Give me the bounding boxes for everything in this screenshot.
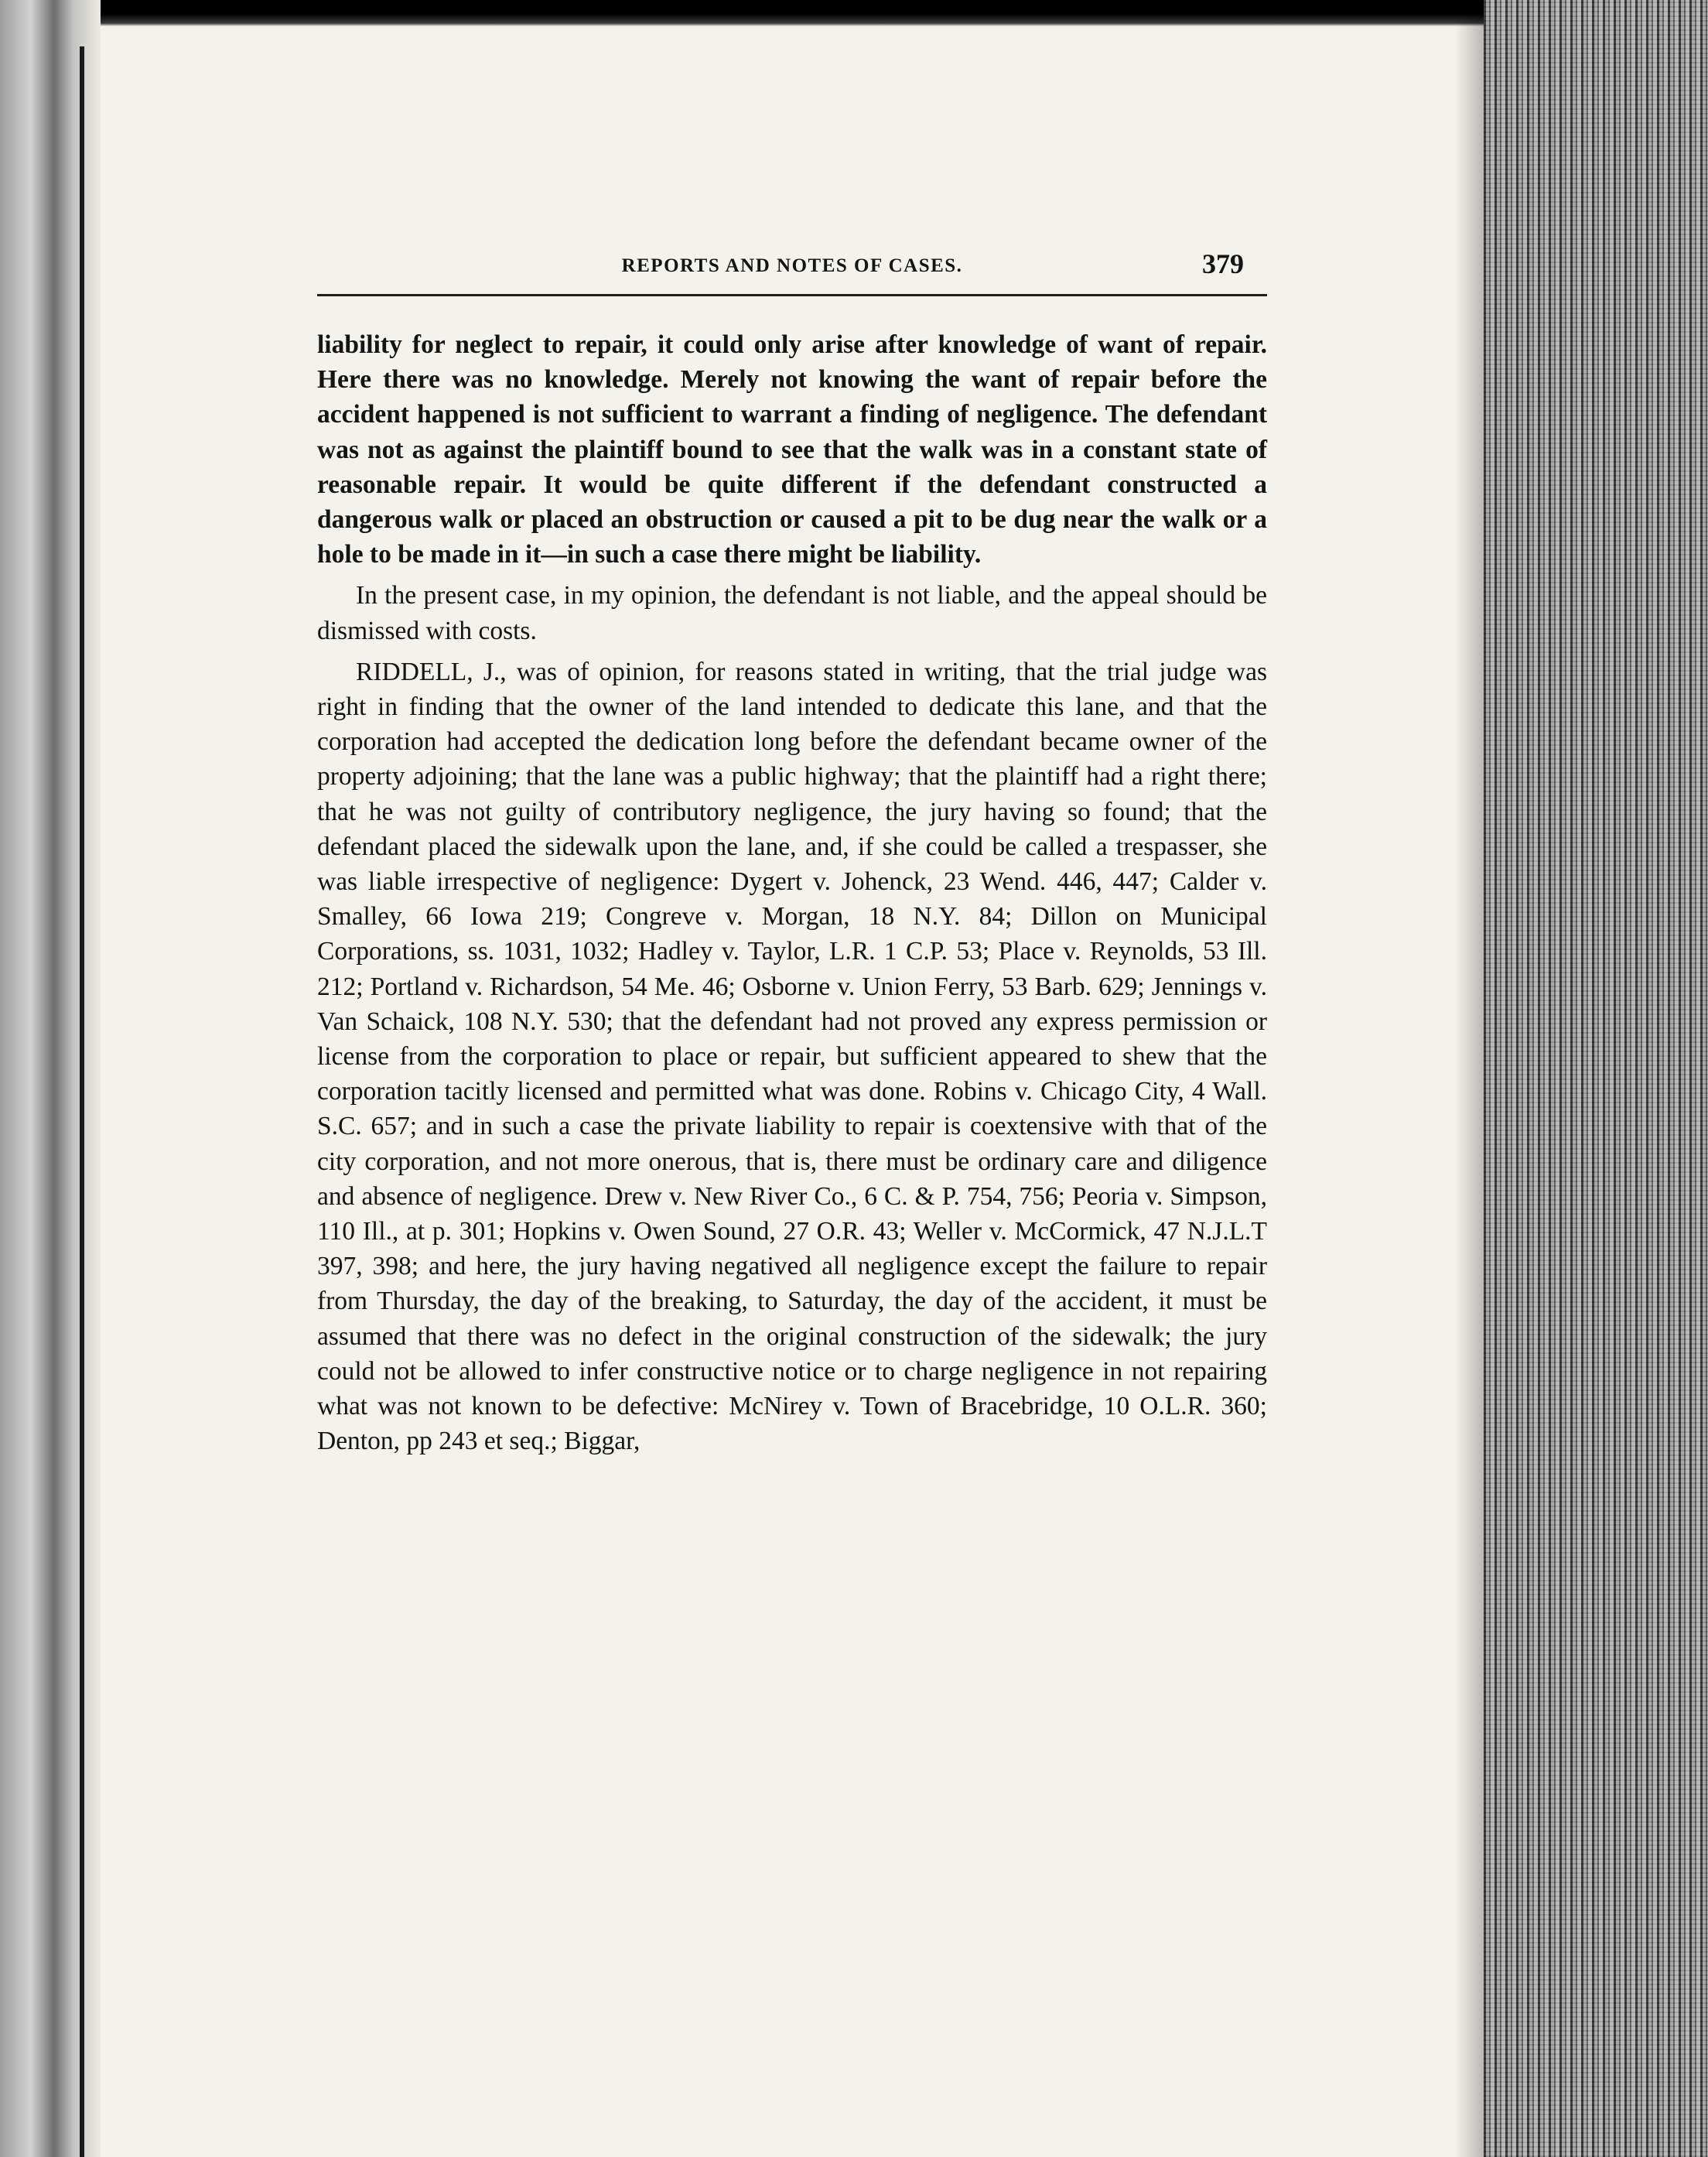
- paragraph-2: In the present case, in my opinion, the defendant is not liable, and the appeal should be dismissed with costs.: [317, 581, 1267, 645]
- book-page: [317, 232, 1267, 1459]
- running-header: [317, 232, 1267, 286]
- book-spine-edge: [80, 46, 84, 2157]
- judge-name: RIDDELL, J.,: [356, 657, 507, 686]
- page-edge-shadow: [1454, 0, 1485, 2157]
- paragraph-1: liability for neglect to repair, it could only arise after knowledge of want of repair. Here there was no knowledge. Merely not knowing the want of repair before the accident happened is not sufficient to warrant a finding of negligence. The defendant was not as against the plaintiff bound to see that the walk was in a constant state of reasonable repair. It would be quite different if the defendant constructed a dangerous walk or placed an obstruction or caused a pit to be dug near the walk or a hole to be made in it—in such a case there might be liability.: [317, 330, 1267, 569]
- book-binding-gutter: [0, 0, 101, 2157]
- page-number: 379: [1202, 248, 1244, 279]
- running-title: REPORTS AND NOTES OF CASES.: [621, 255, 963, 276]
- book-page-edges: [1484, 0, 1708, 2157]
- paragraph-3-text: was of opinion, for reasons stated in writing, that the trial judge was right in finding that the owner of the land intended to dedicate this lane, and that the corporation had accepted the dedication long before the defendant became owner of the property adjoining; that the lane was a public highway; that the plaintiff had a right there; that he was not guilty of contributory negligence, the jury having so found; that the defendant placed the sidewalk upon the lane, and, if she could be called a trespasser, she was liable irrespective of negligence: Dygert v. Johenck, 23 Wend. 446, 447; Calder v. Smalley, 66 Iowa 219; Congreve v. Morgan, 18 N.Y. 84; Dillon on Municipal Corporations, ss. 1031, 1032; Hadley v. Taylor, L.R. 1 C.P. 53; Place v. Reynolds, 53 Ill. 212; Portland v. Richardson, 54 Me. 46; Osborne v. Union Ferry, 53 Barb. 629; Jennings v. Van Schaick, 108 N.Y. 530; that the defendant had not proved any express permission or license from the corporation to place or repair, but sufficient appeared to shew that the corporation tacitly licensed and permitted what was done. Robins v. Chicago City, 4 Wall. S.C. 657; and in such a case the private liability to repair is coextensive with that of the city corporation, and not more onerous, that is, there must be ordinary care and diligence and absence of negligence. Drew v. New River Co., 6 C. & P. 754, 756; Peoria v. Simpson, 110 Ill., at p. 301; Hopkins v. Owen Sound, 27 O.R. 43; Weller v. McCormick, 47 N.J.L.T 397, 398; and here, the jury having negatived all negligence except the failure to repair from Thursday, the day of the breaking, to Saturday, the day of the accident, it must be assumed that there was no defect in the original construction of the sidewalk; the jury could not be allowed to infer constructive notice or to charge negligence in not repairing what was not known to be defective: McNirey v. Town of Bracebridge, 10 O.L.R. 360; Denton, pp 243 et seq.; Biggar,: [317, 657, 1268, 1456]
- scan-top-border: [0, 0, 1708, 26]
- paragraph-3: [317, 655, 1267, 1459]
- header-rule: [317, 294, 1267, 296]
- body-text: [317, 327, 1267, 1459]
